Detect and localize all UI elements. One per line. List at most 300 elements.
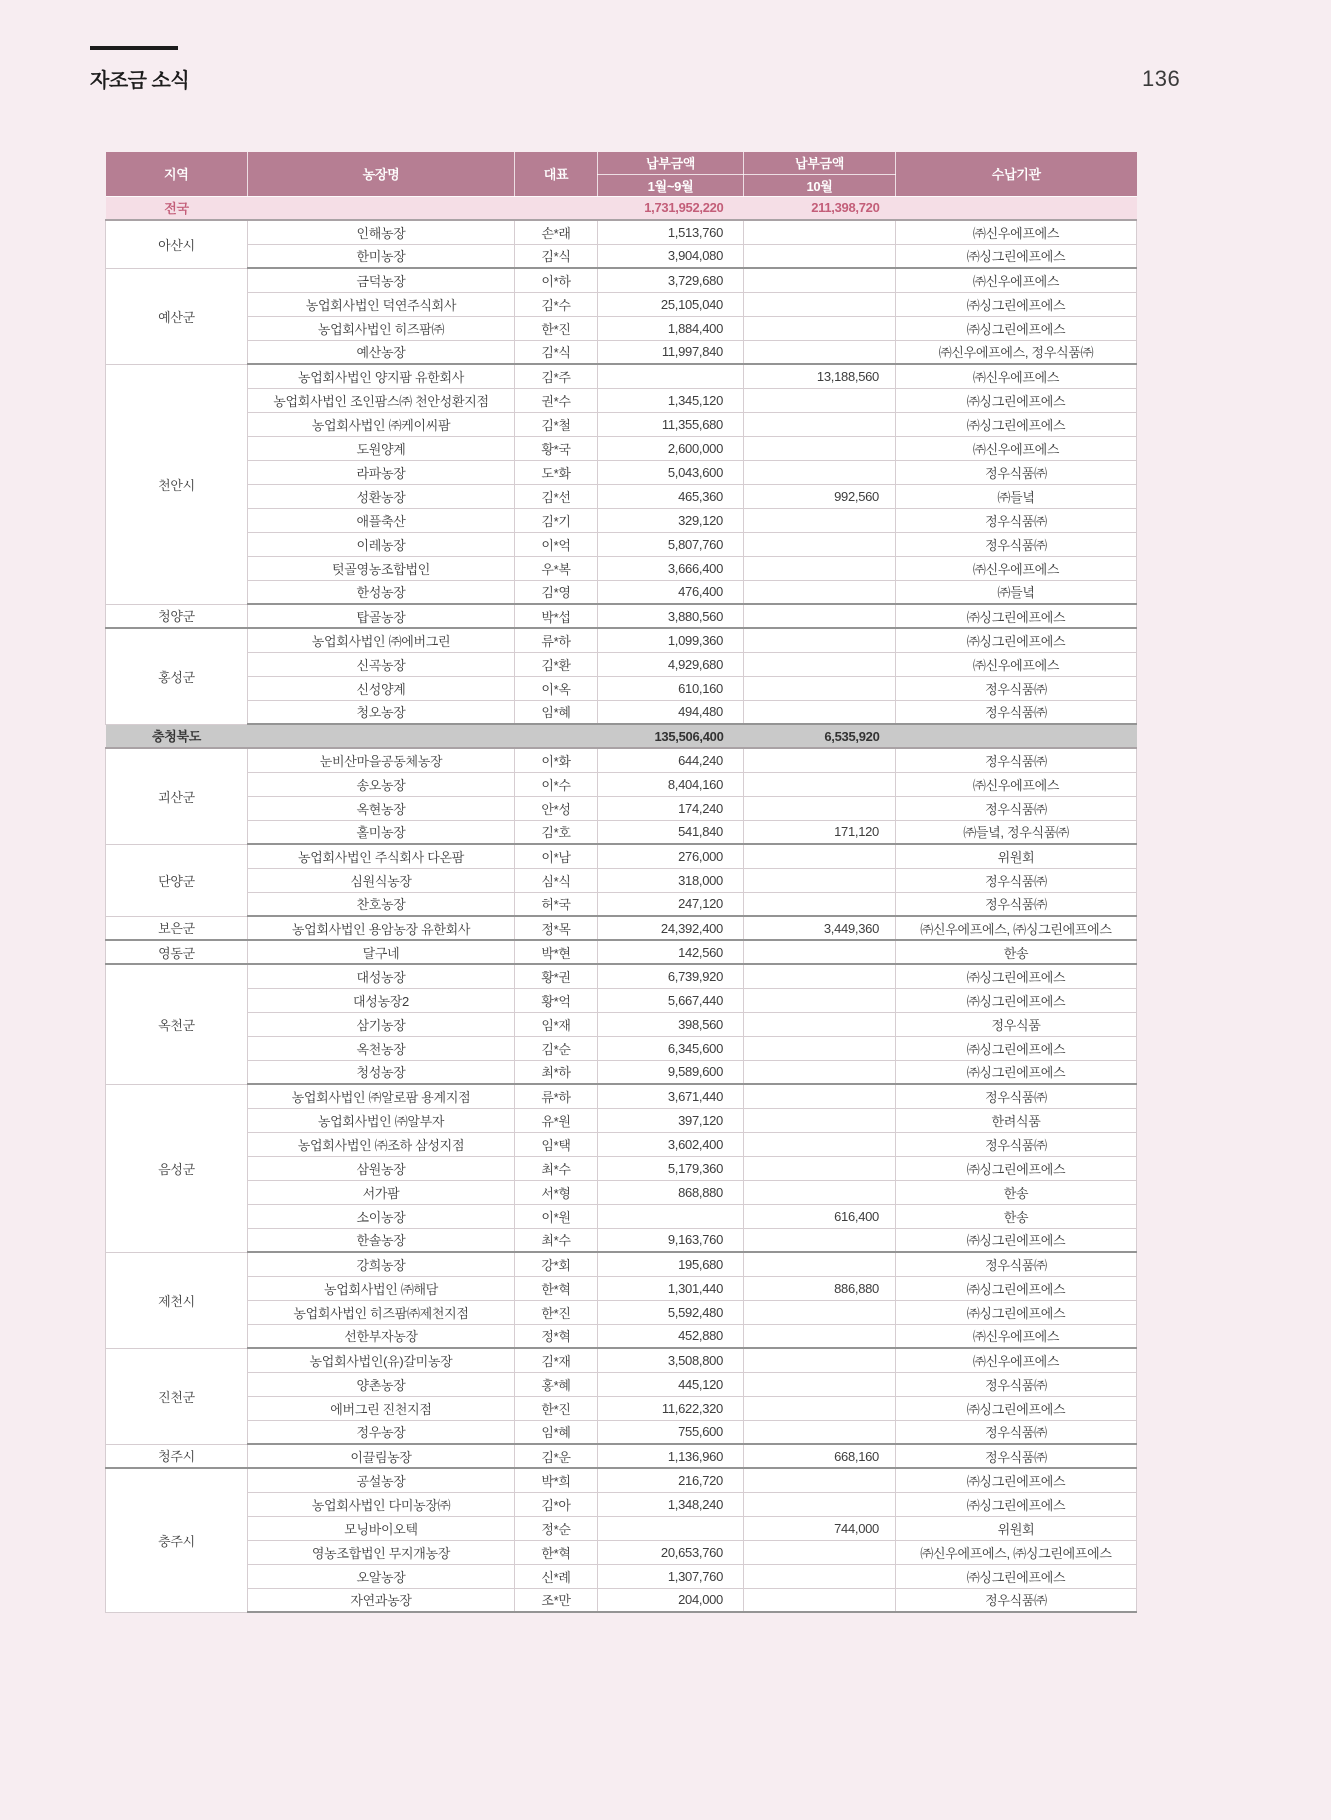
table-row <box>106 1420 1137 1444</box>
amount-oct-cell <box>744 772 896 796</box>
amount-oct-cell <box>744 676 896 700</box>
amount-jan-sep-cell: 494,480 <box>598 700 744 724</box>
amount-oct-cell: 992,560 <box>744 484 896 508</box>
amount-oct-cell <box>744 892 896 916</box>
region-cell: 예산군 <box>106 268 248 364</box>
representative-cell: 도*화 <box>515 460 598 484</box>
farm-name-cell: 농업회사법인 ㈜조하 삼성지점 <box>248 1132 515 1156</box>
agency-cell: ㈜신우에프에스 <box>896 1348 1137 1372</box>
representative-cell: 심*식 <box>515 868 598 892</box>
farm-name-cell: 오알농장 <box>248 1564 515 1588</box>
region-cell: 청양군 <box>106 604 248 628</box>
representative-cell: 홍*혜 <box>515 1372 598 1396</box>
amount-jan-sep-cell: 3,508,800 <box>598 1348 744 1372</box>
agency-cell: ㈜신우에프에스 <box>896 556 1137 580</box>
amount-oct-cell <box>744 340 896 364</box>
agency-cell: 정우식품㈜ <box>896 796 1137 820</box>
amount-oct-cell <box>744 604 896 628</box>
agency-cell: ㈜신우에프에스 <box>896 772 1137 796</box>
representative-cell: 유*원 <box>515 1108 598 1132</box>
agency-cell: 정우식품㈜ <box>896 1588 1137 1612</box>
representative-cell: 허*국 <box>515 892 598 916</box>
agency-cell: 위원회 <box>896 844 1137 868</box>
representative-cell: 임*혜 <box>515 1420 598 1444</box>
table-row <box>106 1516 1137 1540</box>
amount-jan-sep-cell: 1,513,760 <box>598 220 744 244</box>
agency-cell: 정우식품㈜ <box>896 532 1137 556</box>
farm-name-cell: 홀미농장 <box>248 820 515 844</box>
region-cell: 음성군 <box>106 1084 248 1252</box>
farm-name-cell: 서가팜 <box>248 1180 515 1204</box>
table-row <box>106 508 1137 532</box>
amount-oct-cell <box>744 1228 896 1252</box>
farm-name-cell: 농업회사법인 ㈜케이씨팜 <box>248 412 515 436</box>
farm-name-cell: 에버그린 진천지점 <box>248 1396 515 1420</box>
agency-cell: ㈜들녘, 정우식품㈜ <box>896 820 1137 844</box>
payments-table <box>105 152 1137 1613</box>
amount-jan-sep-cell: 5,592,480 <box>598 1300 744 1324</box>
farm-name-cell: 농업회사법인(유)갈미농장 <box>248 1348 515 1372</box>
representative-cell: 이*하 <box>515 268 598 292</box>
table-row <box>106 1012 1137 1036</box>
table-row <box>106 1084 1137 1108</box>
agency-cell: ㈜싱그린에프에스 <box>896 1156 1137 1180</box>
amount-jan-sep-cell: 610,160 <box>598 676 744 700</box>
table-row <box>106 1564 1137 1588</box>
table-row <box>106 316 1137 340</box>
table-row <box>106 1396 1137 1420</box>
representative-cell: 정*혁 <box>515 1324 598 1348</box>
summary-row <box>106 724 1137 748</box>
farm-name-cell: 대성농장 <box>248 964 515 988</box>
farm-name-cell: 소이농장 <box>248 1204 515 1228</box>
amount-jan-sep-cell: 644,240 <box>598 748 744 772</box>
representative-cell: 이*원 <box>515 1204 598 1228</box>
summary-region-label: 전국 <box>106 196 248 220</box>
farm-name-cell: 예산농장 <box>248 340 515 364</box>
col-header-amount-jan-sep: 납부금액 <box>598 152 744 174</box>
farm-name-cell: 인해농장 <box>248 220 515 244</box>
representative-cell: 최*하 <box>515 1060 598 1084</box>
title-block <box>90 46 189 93</box>
col-header-rep: 대표 <box>515 152 598 196</box>
amount-oct-cell <box>744 652 896 676</box>
farm-name-cell: 텃골영농조합법인 <box>248 556 515 580</box>
amount-jan-sep-cell: 3,904,080 <box>598 244 744 268</box>
table-row <box>106 1204 1137 1228</box>
amount-oct-cell <box>744 412 896 436</box>
amount-oct-cell: 886,880 <box>744 1276 896 1300</box>
table-body <box>106 196 1137 1612</box>
representative-cell: 김*식 <box>515 340 598 364</box>
table-row <box>106 556 1137 580</box>
table-row <box>106 580 1137 604</box>
table-row <box>106 796 1137 820</box>
representative-cell: 이*남 <box>515 844 598 868</box>
representative-cell: 이*옥 <box>515 676 598 700</box>
table-row <box>106 1324 1137 1348</box>
representative-cell: 김*선 <box>515 484 598 508</box>
region-cell: 청주시 <box>106 1444 248 1468</box>
representative-cell: 류*하 <box>515 1084 598 1108</box>
table-row <box>106 1300 1137 1324</box>
amount-oct-cell <box>744 1324 896 1348</box>
summary-farm-cell <box>248 724 515 748</box>
farm-name-cell: 신곡농장 <box>248 652 515 676</box>
farm-name-cell: 영농조합법인 무지개농장 <box>248 1540 515 1564</box>
agency-cell: 한송 <box>896 1204 1137 1228</box>
amount-jan-sep-cell: 397,120 <box>598 1108 744 1132</box>
representative-cell: 우*복 <box>515 556 598 580</box>
table-row <box>106 1276 1137 1300</box>
amount-jan-sep-cell: 541,840 <box>598 820 744 844</box>
table-row <box>106 1372 1137 1396</box>
amount-oct-cell <box>744 1060 896 1084</box>
farm-name-cell: 한솔농장 <box>248 1228 515 1252</box>
representative-cell: 강*회 <box>515 1252 598 1276</box>
col-header-amount-oct: 납부금액 <box>744 152 896 174</box>
agency-cell: 위원회 <box>896 1516 1137 1540</box>
agency-cell: ㈜싱그린에프에스 <box>896 604 1137 628</box>
table-row <box>106 676 1137 700</box>
agency-cell: ㈜싱그린에프에스 <box>896 292 1137 316</box>
representative-cell: 최*수 <box>515 1156 598 1180</box>
amount-jan-sep-cell: 276,000 <box>598 844 744 868</box>
farm-name-cell: 옥천농장 <box>248 1036 515 1060</box>
agency-cell: ㈜싱그린에프에스 <box>896 1060 1137 1084</box>
amount-jan-sep-cell: 465,360 <box>598 484 744 508</box>
agency-cell: 정우식품㈜ <box>896 748 1137 772</box>
farm-name-cell: 도원양계 <box>248 436 515 460</box>
amount-jan-sep-cell: 8,404,160 <box>598 772 744 796</box>
agency-cell: ㈜신우에프에스 <box>896 364 1137 388</box>
farm-name-cell: 옥현농장 <box>248 796 515 820</box>
farm-name-cell: 청성농장 <box>248 1060 515 1084</box>
farm-name-cell: 찬호농장 <box>248 892 515 916</box>
farm-name-cell: 농업회사법인 용암농장 유한회사 <box>248 916 515 940</box>
agency-cell: 정우식품㈜ <box>896 460 1137 484</box>
table-row <box>106 436 1137 460</box>
amount-jan-sep-cell <box>598 1516 744 1540</box>
table-row <box>106 1588 1137 1612</box>
region-cell: 괴산군 <box>106 748 248 844</box>
amount-oct-cell <box>744 388 896 412</box>
summary-amount-oct: 6,535,920 <box>744 724 896 748</box>
amount-jan-sep-cell: 4,929,680 <box>598 652 744 676</box>
table-row <box>106 220 1137 244</box>
table-row <box>106 1348 1137 1372</box>
amount-jan-sep-cell: 1,099,360 <box>598 628 744 652</box>
amount-oct-cell <box>744 580 896 604</box>
table-row <box>106 700 1137 724</box>
table-row <box>106 532 1137 556</box>
amount-jan-sep-cell: 3,666,400 <box>598 556 744 580</box>
farm-name-cell: 농업회사법인 ㈜알부자 <box>248 1108 515 1132</box>
amount-oct-cell <box>744 700 896 724</box>
amount-oct-cell <box>744 436 896 460</box>
amount-jan-sep-cell <box>598 364 744 388</box>
table-row <box>106 1132 1137 1156</box>
farm-name-cell: 농업회사법인 다미농장㈜ <box>248 1492 515 1516</box>
farm-name-cell: 농업회사법인 조인팜스㈜ 천안성환지점 <box>248 388 515 412</box>
amount-oct-cell <box>744 964 896 988</box>
amount-oct-cell <box>744 1036 896 1060</box>
table-row <box>106 1492 1137 1516</box>
amount-oct-cell <box>744 316 896 340</box>
representative-cell: 김*수 <box>515 292 598 316</box>
agency-cell: ㈜싱그린에프에스 <box>896 1228 1137 1252</box>
amount-oct-cell: 3,449,360 <box>744 916 896 940</box>
amount-oct-cell <box>744 268 896 292</box>
summary-rep-cell <box>515 196 598 220</box>
col-subheader-jan-sep: 1월~9월 <box>598 174 744 196</box>
representative-cell: 김*철 <box>515 412 598 436</box>
amount-jan-sep-cell: 3,602,400 <box>598 1132 744 1156</box>
amount-jan-sep-cell: 204,000 <box>598 1588 744 1612</box>
representative-cell: 신*례 <box>515 1564 598 1588</box>
agency-cell: ㈜신우에프에스 <box>896 268 1137 292</box>
table-row <box>106 268 1137 292</box>
agency-cell: ㈜싱그린에프에스 <box>896 1300 1137 1324</box>
agency-cell: 정우식품㈜ <box>896 1084 1137 1108</box>
amount-oct-cell <box>744 244 896 268</box>
representative-cell: 박*희 <box>515 1468 598 1492</box>
amount-jan-sep-cell: 3,671,440 <box>598 1084 744 1108</box>
representative-cell: 최*수 <box>515 1228 598 1252</box>
amount-jan-sep-cell: 11,622,320 <box>598 1396 744 1420</box>
agency-cell: 한송 <box>896 1180 1137 1204</box>
amount-jan-sep-cell: 755,600 <box>598 1420 744 1444</box>
table-row <box>106 820 1137 844</box>
agency-cell: ㈜신우에프에스 <box>896 436 1137 460</box>
agency-cell: 한려식품 <box>896 1108 1137 1132</box>
representative-cell: 안*성 <box>515 796 598 820</box>
agency-cell: 정우식품 <box>896 1012 1137 1036</box>
amount-oct-cell <box>744 1012 896 1036</box>
farm-name-cell: 강희농장 <box>248 1252 515 1276</box>
table-row <box>106 1444 1137 1468</box>
representative-cell: 한*진 <box>515 316 598 340</box>
amount-jan-sep-cell: 6,345,600 <box>598 1036 744 1060</box>
region-cell: 영동군 <box>106 940 248 964</box>
representative-cell: 김*아 <box>515 1492 598 1516</box>
farm-name-cell: 삼기농장 <box>248 1012 515 1036</box>
agency-cell: 정우식품㈜ <box>896 1420 1137 1444</box>
amount-oct-cell: 668,160 <box>744 1444 896 1468</box>
amount-jan-sep-cell: 452,880 <box>598 1324 744 1348</box>
representative-cell: 서*형 <box>515 1180 598 1204</box>
representative-cell: 황*국 <box>515 436 598 460</box>
farm-name-cell: 농업회사법인 주식회사 다온팜 <box>248 844 515 868</box>
amount-jan-sep-cell: 216,720 <box>598 1468 744 1492</box>
table-row <box>106 460 1137 484</box>
table-row <box>106 628 1137 652</box>
representative-cell: 김*순 <box>515 1036 598 1060</box>
amount-jan-sep-cell: 9,163,760 <box>598 1228 744 1252</box>
amount-jan-sep-cell: 1,136,960 <box>598 1444 744 1468</box>
agency-cell: ㈜들녘 <box>896 580 1137 604</box>
amount-oct-cell <box>744 1396 896 1420</box>
representative-cell: 정*목 <box>515 916 598 940</box>
amount-oct-cell <box>744 796 896 820</box>
summary-agency-cell <box>896 724 1137 748</box>
representative-cell: 조*만 <box>515 1588 598 1612</box>
title-rule <box>90 46 178 50</box>
table-row <box>106 844 1137 868</box>
representative-cell: 권*수 <box>515 388 598 412</box>
amount-oct-cell: 171,120 <box>744 820 896 844</box>
agency-cell: ㈜싱그린에프에스 <box>896 412 1137 436</box>
agency-cell: 정우식품㈜ <box>896 1132 1137 1156</box>
agency-cell: 정우식품㈜ <box>896 700 1137 724</box>
agency-cell: 정우식품㈜ <box>896 676 1137 700</box>
representative-cell: 황*억 <box>515 988 598 1012</box>
amount-jan-sep-cell: 24,392,400 <box>598 916 744 940</box>
representative-cell: 한*혁 <box>515 1540 598 1564</box>
amount-oct-cell <box>744 844 896 868</box>
farm-name-cell: 신성양계 <box>248 676 515 700</box>
amount-oct-cell <box>744 532 896 556</box>
amount-jan-sep-cell: 1,348,240 <box>598 1492 744 1516</box>
farm-name-cell: 이끌림농장 <box>248 1444 515 1468</box>
representative-cell: 김*기 <box>515 508 598 532</box>
agency-cell: 정우식품㈜ <box>896 868 1137 892</box>
table-row <box>106 1228 1137 1252</box>
farm-name-cell: 농업회사법인 ㈜해담 <box>248 1276 515 1300</box>
farm-name-cell: 자연과농장 <box>248 1588 515 1612</box>
amount-jan-sep-cell: 5,807,760 <box>598 532 744 556</box>
agency-cell: ㈜신우에프에스 <box>896 652 1137 676</box>
representative-cell: 김*환 <box>515 652 598 676</box>
amount-oct-cell <box>744 508 896 532</box>
amount-oct-cell <box>744 1132 896 1156</box>
representative-cell: 김*주 <box>515 364 598 388</box>
table-row <box>106 1468 1137 1492</box>
agency-cell: ㈜들녘 <box>896 484 1137 508</box>
amount-oct-cell <box>744 940 896 964</box>
farm-name-cell: 라파농장 <box>248 460 515 484</box>
amount-oct-cell <box>744 1588 896 1612</box>
table-row <box>106 940 1137 964</box>
amount-jan-sep-cell: 9,589,600 <box>598 1060 744 1084</box>
agency-cell: ㈜신우에프에스 <box>896 1324 1137 1348</box>
col-subheader-oct: 10월 <box>744 174 896 196</box>
amount-oct-cell <box>744 1300 896 1324</box>
amount-oct-cell <box>744 628 896 652</box>
table-row <box>106 868 1137 892</box>
agency-cell: ㈜싱그린에프에스 <box>896 1036 1137 1060</box>
representative-cell: 김*호 <box>515 820 598 844</box>
table-row <box>106 388 1137 412</box>
representative-cell: 임*택 <box>515 1132 598 1156</box>
farm-name-cell: 달구네 <box>248 940 515 964</box>
representative-cell: 한*진 <box>515 1396 598 1420</box>
table-row <box>106 1060 1137 1084</box>
summary-agency-cell <box>896 196 1137 220</box>
table-header <box>106 152 1137 196</box>
summary-row <box>106 196 1137 220</box>
amount-oct-cell <box>744 868 896 892</box>
farm-name-cell: 농업회사법인 ㈜에버그린 <box>248 628 515 652</box>
representative-cell: 김*재 <box>515 1348 598 1372</box>
amount-oct-cell <box>744 460 896 484</box>
farm-name-cell: 농업회사법인 히즈팜㈜ <box>248 316 515 340</box>
amount-jan-sep-cell: 398,560 <box>598 1012 744 1036</box>
agency-cell: ㈜신우에프에스, ㈜싱그린에프에스 <box>896 1540 1137 1564</box>
amount-jan-sep-cell: 1,307,760 <box>598 1564 744 1588</box>
amount-jan-sep-cell: 11,355,680 <box>598 412 744 436</box>
farm-name-cell: 송오농장 <box>248 772 515 796</box>
amount-oct-cell <box>744 1108 896 1132</box>
farm-name-cell: 삼원농장 <box>248 1156 515 1180</box>
representative-cell: 류*하 <box>515 628 598 652</box>
amount-oct-cell <box>744 1540 896 1564</box>
representative-cell: 박*현 <box>515 940 598 964</box>
agency-cell: ㈜신우에프에스, ㈜싱그린에프에스 <box>896 916 1137 940</box>
page-title: 자조금 소식 <box>90 70 190 92</box>
summary-amount-jan-sep: 135,506,400 <box>598 724 744 748</box>
amount-oct-cell <box>744 556 896 580</box>
amount-oct-cell <box>744 1180 896 1204</box>
representative-cell: 김*영 <box>515 580 598 604</box>
farm-name-cell: 애플축산 <box>248 508 515 532</box>
representative-cell: 손*래 <box>515 220 598 244</box>
region-cell: 옥천군 <box>106 964 248 1084</box>
table-row <box>106 1156 1137 1180</box>
amount-oct-cell <box>744 1156 896 1180</box>
farm-name-cell: 농업회사법인 ㈜알로팜 용계지점 <box>248 1084 515 1108</box>
table-row <box>106 652 1137 676</box>
amount-oct-cell <box>744 1492 896 1516</box>
amount-jan-sep-cell: 329,120 <box>598 508 744 532</box>
amount-jan-sep-cell: 174,240 <box>598 796 744 820</box>
region-cell: 진천군 <box>106 1348 248 1444</box>
amount-oct-cell <box>744 1348 896 1372</box>
table-row <box>106 892 1137 916</box>
farm-name-cell: 금덕농장 <box>248 268 515 292</box>
farm-name-cell: 성환농장 <box>248 484 515 508</box>
amount-oct-cell <box>744 1564 896 1588</box>
amount-oct-cell: 616,400 <box>744 1204 896 1228</box>
amount-jan-sep-cell: 318,000 <box>598 868 744 892</box>
agency-cell: 정우식품㈜ <box>896 508 1137 532</box>
table-row <box>106 244 1137 268</box>
amount-oct-cell <box>744 748 896 772</box>
amount-jan-sep-cell: 195,680 <box>598 1252 744 1276</box>
amount-oct-cell <box>744 1084 896 1108</box>
farm-name-cell: 대성농장2 <box>248 988 515 1012</box>
amount-jan-sep-cell: 1,301,440 <box>598 1276 744 1300</box>
farm-name-cell: 공설농장 <box>248 1468 515 1492</box>
amount-oct-cell <box>744 1372 896 1396</box>
amount-oct-cell: 744,000 <box>744 1516 896 1540</box>
agency-cell: ㈜싱그린에프에스 <box>896 1492 1137 1516</box>
region-cell: 천안시 <box>106 364 248 604</box>
amount-oct-cell <box>744 292 896 316</box>
amount-jan-sep-cell: 25,105,040 <box>598 292 744 316</box>
agency-cell: ㈜싱그린에프에스 <box>896 988 1137 1012</box>
representative-cell: 이*수 <box>515 772 598 796</box>
agency-cell: 한송 <box>896 940 1137 964</box>
agency-cell: ㈜싱그린에프에스 <box>896 388 1137 412</box>
agency-cell: ㈜싱그린에프에스 <box>896 1564 1137 1588</box>
farm-name-cell: 정우농장 <box>248 1420 515 1444</box>
amount-jan-sep-cell: 20,653,760 <box>598 1540 744 1564</box>
summary-region-label: 충청북도 <box>106 724 248 748</box>
region-cell: 충주시 <box>106 1468 248 1612</box>
farm-name-cell: 농업회사법인 양지팜 유한회사 <box>248 364 515 388</box>
agency-cell: ㈜싱그린에프에스 <box>896 1276 1137 1300</box>
